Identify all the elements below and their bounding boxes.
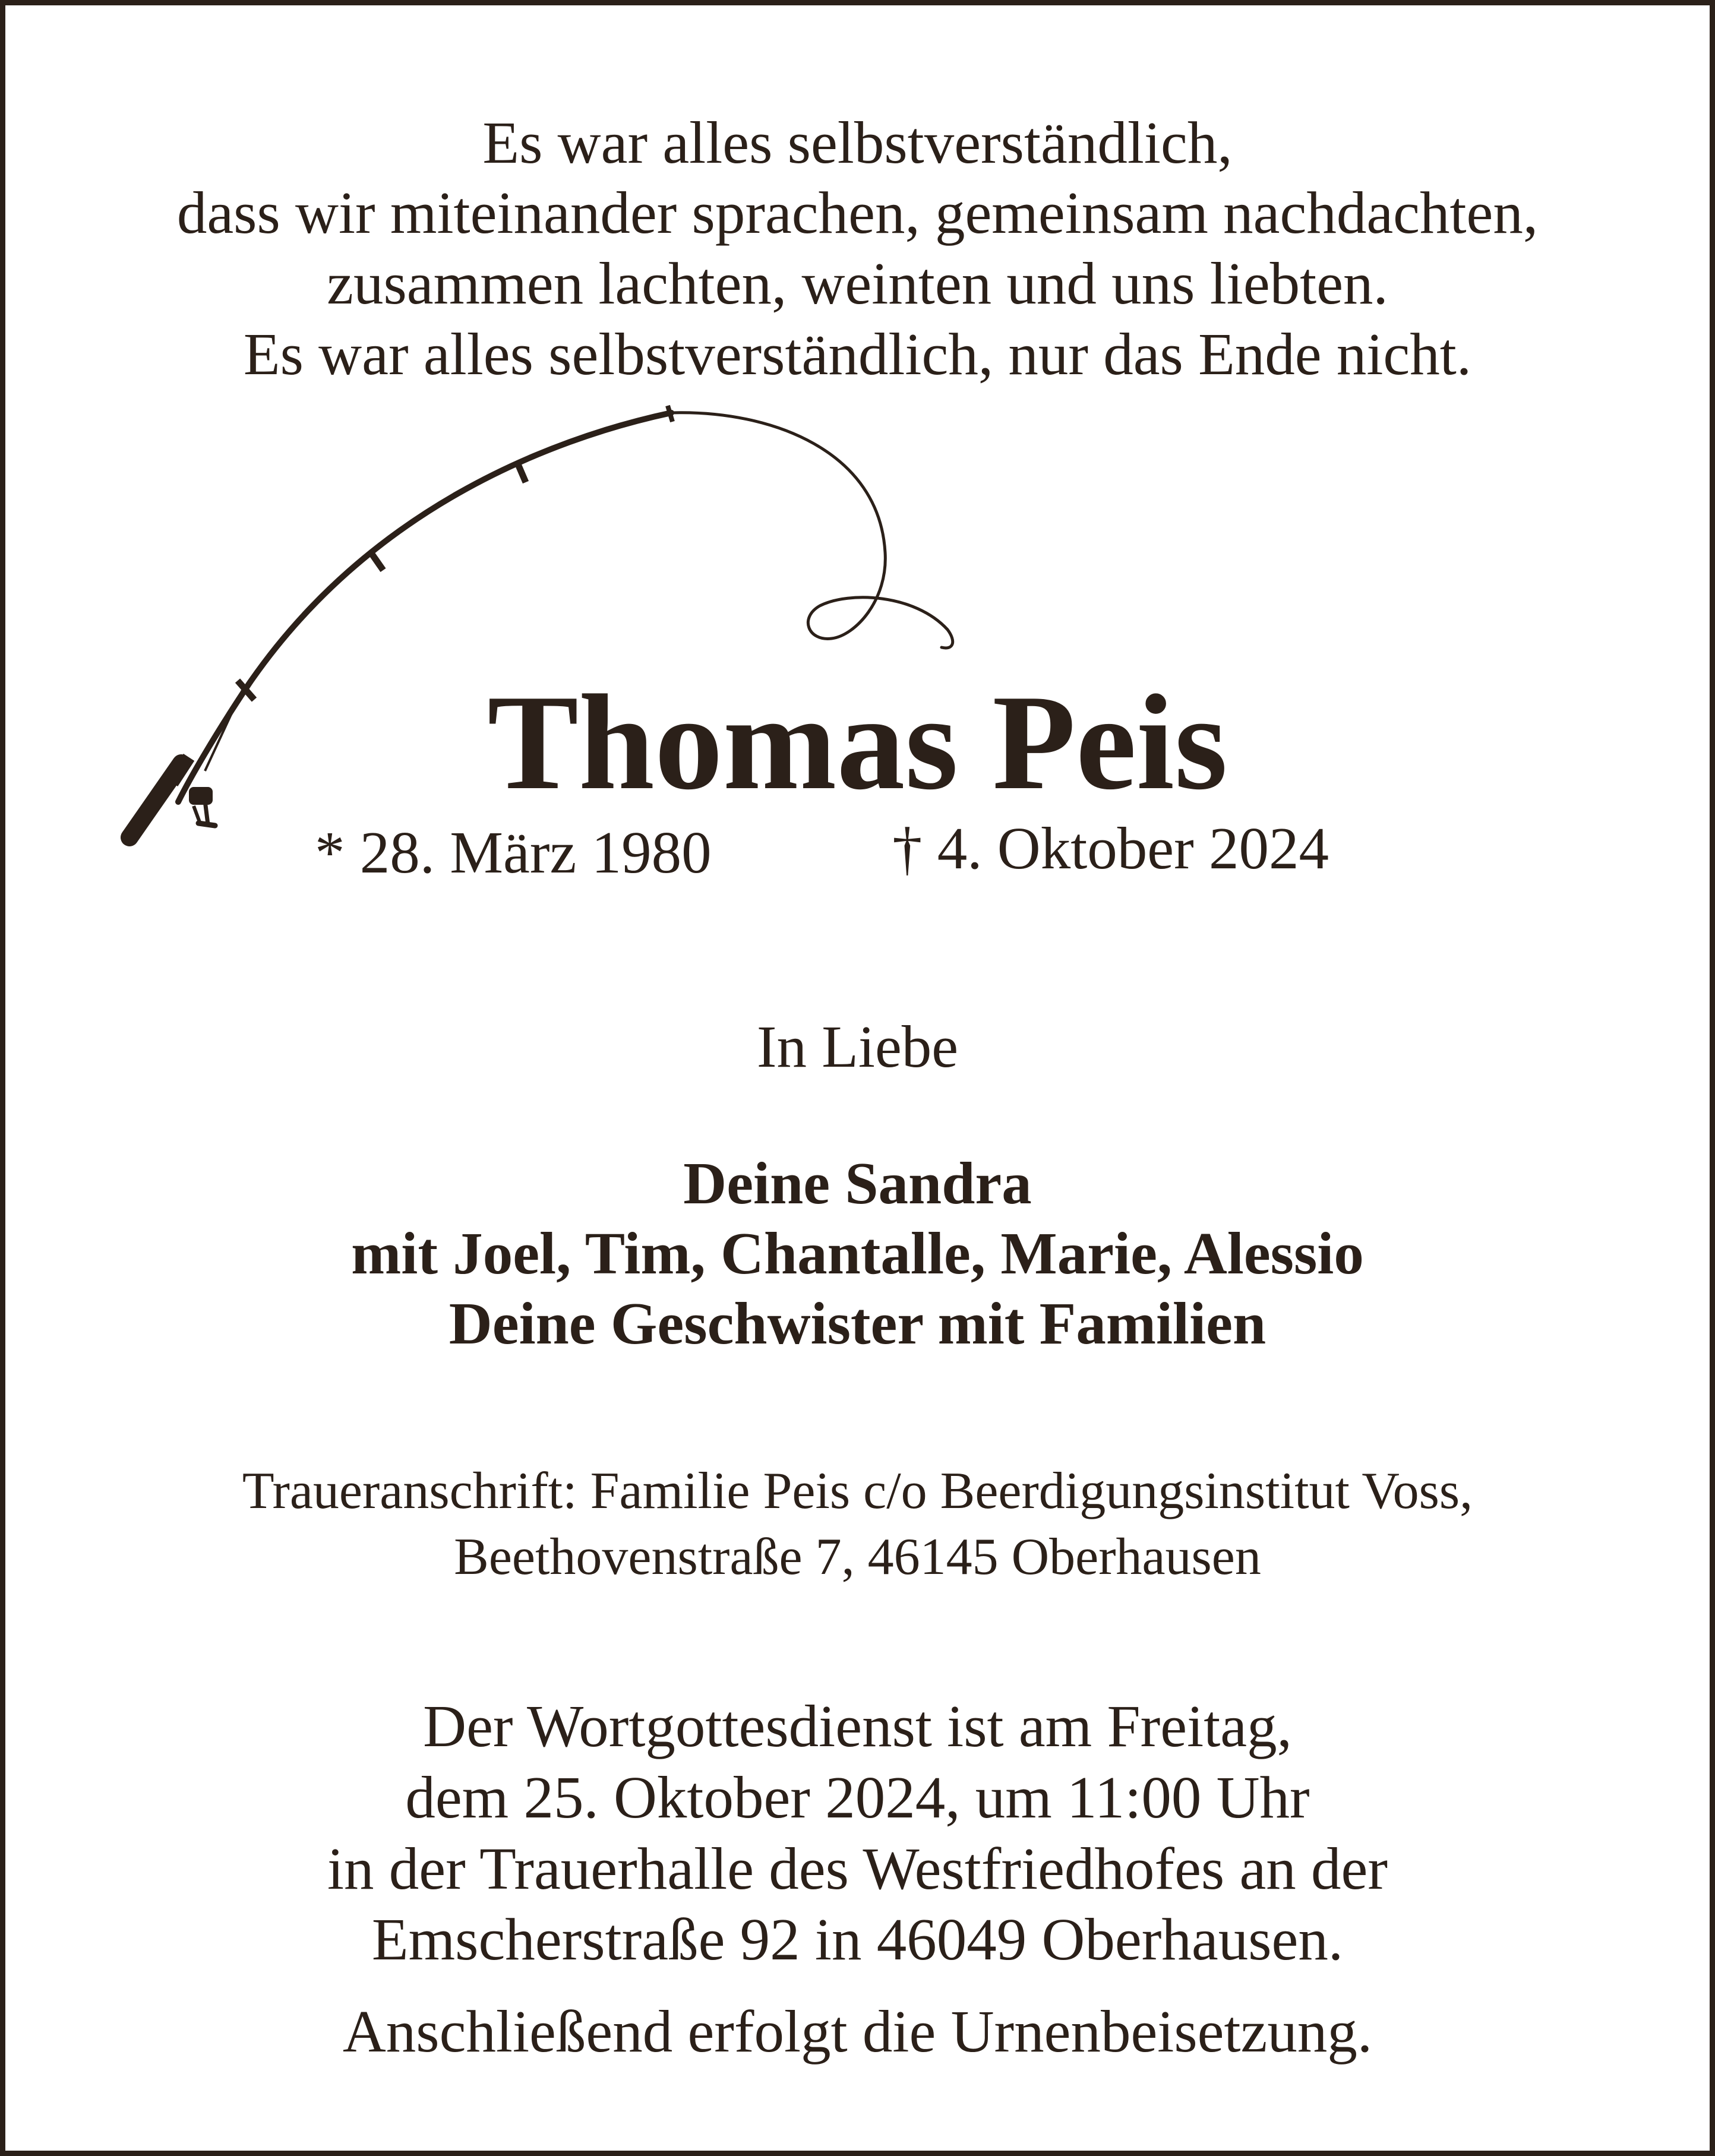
address-line-2: Beethovenstraße 7, 46145 Oberhausen xyxy=(454,1528,1261,1586)
mourner-line-1: Deine Sandra xyxy=(683,1150,1032,1216)
address-line-1: Traueranschrift: Familie Peis c/o Beerdigungsinstitut Voss, xyxy=(242,1462,1473,1520)
service-line-3: in der Trauerhalle des Westfriedhofes an der xyxy=(327,1835,1388,1902)
in-love-text: In Liebe xyxy=(756,1013,959,1080)
mourner-line-2: mit Joel, Tim, Chantalle, Marie, Alessio xyxy=(351,1220,1364,1286)
mourner-line-3: Deine Geschwister mit Familien xyxy=(449,1290,1266,1357)
service-line-2: dem 25. Oktober 2024, um 11:00 Uhr xyxy=(405,1764,1310,1831)
birth-date: * 28. März 1980 xyxy=(315,819,712,886)
deceased-name: Thomas Peis xyxy=(487,666,1228,818)
death-date: † 4. Oktober 2024 xyxy=(892,815,1329,881)
poem-line-2: dass wir miteinander sprachen, gemeinsam nachdachten, xyxy=(176,179,1539,246)
closing-text: Anschließend erfolgt die Urnenbeisetzung. xyxy=(342,1998,1373,2065)
poem-line-4: Es war alles selbstverständlich, nur das Ende nicht. xyxy=(243,321,1472,387)
service-line-1: Der Wortgottesdienst ist am Freitag, xyxy=(423,1693,1292,1759)
poem-line-1: Es war alles selbstverständlich, xyxy=(482,109,1233,176)
service-line-4: Emscherstraße 92 in 46049 Oberhausen. xyxy=(371,1906,1344,1972)
poem-line-3: zusammen lachten, weinten und uns liebten. xyxy=(327,250,1388,317)
